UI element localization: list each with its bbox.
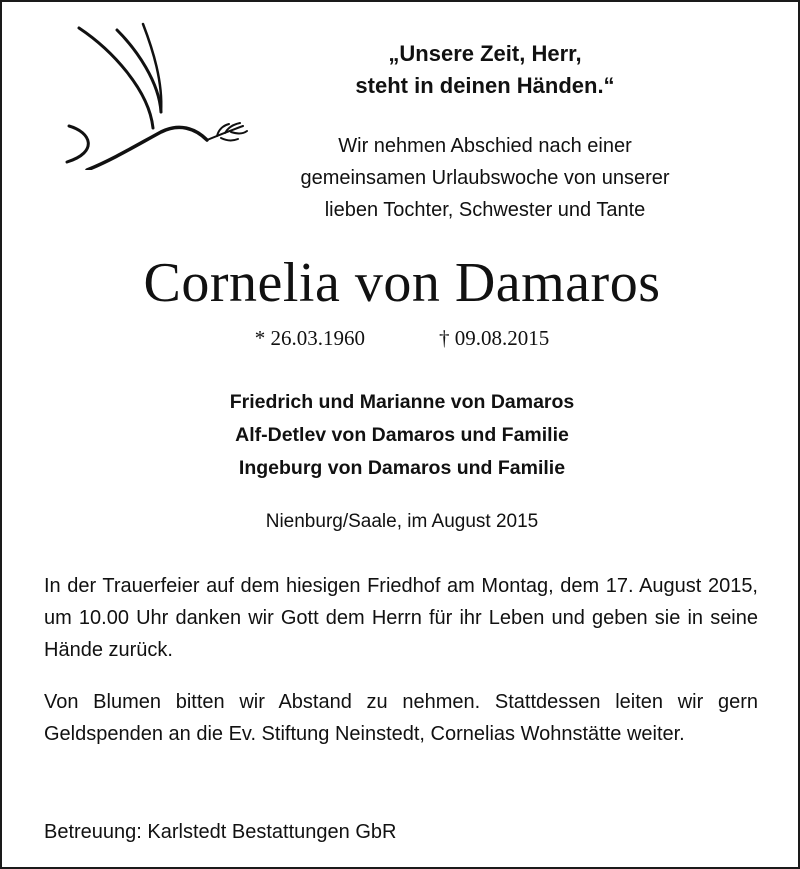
place-date: Nienburg/Saale, im August 2015	[265, 511, 539, 532]
mourners-list	[2, 386, 800, 485]
mourner: Ingeburg von Damaros und Familie	[238, 457, 566, 479]
motto-line: „Unsere Zeit, Herr,	[388, 41, 582, 66]
intro-line: Wir nehmen Abschied nach einer	[338, 135, 632, 157]
motto	[248, 38, 722, 102]
death-date: † 09.08.2015	[439, 326, 550, 350]
life-dates	[2, 324, 800, 352]
birth-date: * 26.03.1960	[254, 326, 365, 350]
donation-paragraph: Von Blumen bitten wir Abstand zu nehmen. Stattdessen leiten wir gern Geldspenden an die Ev. Stiftung Neinstedt, Cornelias Wohnstätte weiter.	[44, 691, 758, 745]
motto-line: steht in deinen Händen.“	[355, 73, 615, 98]
mourner: Alf-Detlev von Damaros und Familie	[235, 424, 569, 446]
funeral-paragraph: In der Trauerfeier auf dem hiesigen Friedhof am Montag, dem 17. August 2015, um 10.00 Uhr danken wir Gott dem Herrn für ihr Leben und geben sie in seine Hände zurück.	[44, 575, 758, 661]
intro-line: gemeinsamen Urlaubswoche von unserer	[300, 167, 670, 189]
funeral-home: Betreuung: Karlstedt Bestattungen GbR	[44, 821, 397, 843]
dove-icon	[57, 20, 257, 170]
deceased-name: Cornelia von Damaros	[143, 252, 661, 314]
mourner: Friedrich und Marianne von Damaros	[229, 391, 575, 413]
intro-line: lieben Tochter, Schwester und Tante	[324, 199, 646, 221]
intro-text	[248, 130, 722, 226]
